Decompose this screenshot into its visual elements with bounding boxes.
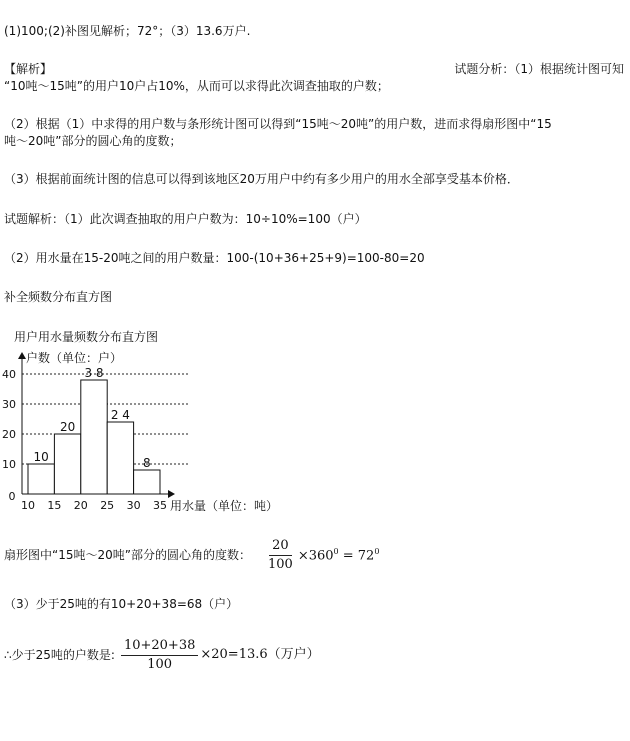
x-tick-label: 10 — [21, 499, 35, 512]
y-tick-label: 30 — [2, 398, 16, 411]
bars — [28, 380, 160, 494]
analysis-line-3: （3）根据前面统计图的信息可以得到该地区20万用户中约有多少用户的用水全部享受基本价格． — [4, 172, 519, 186]
bar-15-20 — [54, 434, 80, 494]
angle-prefix: 扇形图中“15吨～20吨”部分的圆心角的度数： — [4, 547, 251, 562]
x-axis-label: 用水量（单位：吨） — [170, 499, 279, 513]
analysis-intro: 试题分析：（1）根据统计图可知 — [454, 62, 624, 76]
solution-line-3: 补全频数分布直方图 — [4, 290, 113, 304]
x-axis-arrow — [168, 490, 175, 498]
origin-label: 0 — [8, 490, 16, 503]
angle-multiplier: ×360 — [297, 547, 334, 563]
analysis-line-1: “10吨～15吨”的用户10户占10%，从而可以求得此次调查抽取的户数； — [4, 79, 389, 93]
bar-10-15 — [28, 464, 54, 494]
answer-line: (1)100;(2)补图见解析；72°；（3）13.6万户. — [4, 24, 251, 38]
angle-multiply — [298, 547, 380, 564]
analysis-heading: 【解析】 — [4, 62, 53, 76]
x-tick-label: 20 — [73, 499, 88, 512]
bar-value-label: 2 4 — [110, 408, 130, 422]
x-tick-label: 35 — [153, 499, 167, 512]
x-tick-label: 25 — [100, 499, 115, 512]
angle-fraction — [265, 538, 296, 572]
bar-30-35 — [134, 470, 160, 494]
y-tick-label: 20 — [2, 428, 16, 441]
solution-line-2: （2）用水量在15-20吨之间的用户数量：100-(10+36+25+9)=100-80=20 — [4, 251, 425, 265]
analysis-line-2a: （2）根据（1）中求得的用户数与条形统计图可以得到“15吨～20吨”的用户数，进而求得扇形图中“15 — [4, 117, 552, 131]
solution-line-1: 试题解析：（1）此次调查抽取的用户户数为：10÷10%=100（户） — [4, 212, 367, 226]
angle-result: = 72 — [338, 547, 375, 563]
bar-value-label: 8 — [142, 456, 151, 470]
y-tick-label: 10 — [2, 458, 16, 471]
bar-value-label: 3 8 — [84, 366, 104, 380]
angle-degree-1: 0 — [333, 546, 339, 556]
analysis-line-2b: 吨～20吨”部分的圆心角的度数； — [4, 134, 182, 148]
y-axis-label: 户数（单位：户） — [26, 351, 123, 365]
angle-numerator: 20 — [269, 538, 292, 556]
x-tick-label: 30 — [126, 499, 141, 512]
final-numerator: 10+20+38 — [121, 638, 198, 656]
y-axis-arrow — [18, 352, 26, 359]
chart-title: 用户用水量频数分布直方图 — [14, 330, 159, 344]
final-fraction — [121, 638, 198, 672]
final-line — [4, 638, 320, 672]
final-prefix: ∴少于25吨的户数是: — [4, 647, 115, 662]
bar-20-25 — [81, 380, 107, 494]
bar-value-label: 10 — [33, 450, 49, 464]
bar-value-label: 20 — [59, 420, 76, 434]
angle-denominator: 100 — [267, 556, 293, 572]
y-tick-label: 40 — [2, 368, 16, 381]
solution-line-4: （3）少于25吨的有10+20+38=68（户） — [4, 597, 239, 611]
angle-degree-2: 0 — [374, 546, 380, 556]
angle-line — [4, 538, 379, 572]
histogram-chart — [0, 322, 330, 517]
x-tick-label: 15 — [47, 499, 62, 512]
final-result: ×20=13.6（万户） — [200, 647, 320, 663]
bar-25-30 — [107, 422, 133, 494]
final-denominator: 100 — [147, 656, 173, 672]
